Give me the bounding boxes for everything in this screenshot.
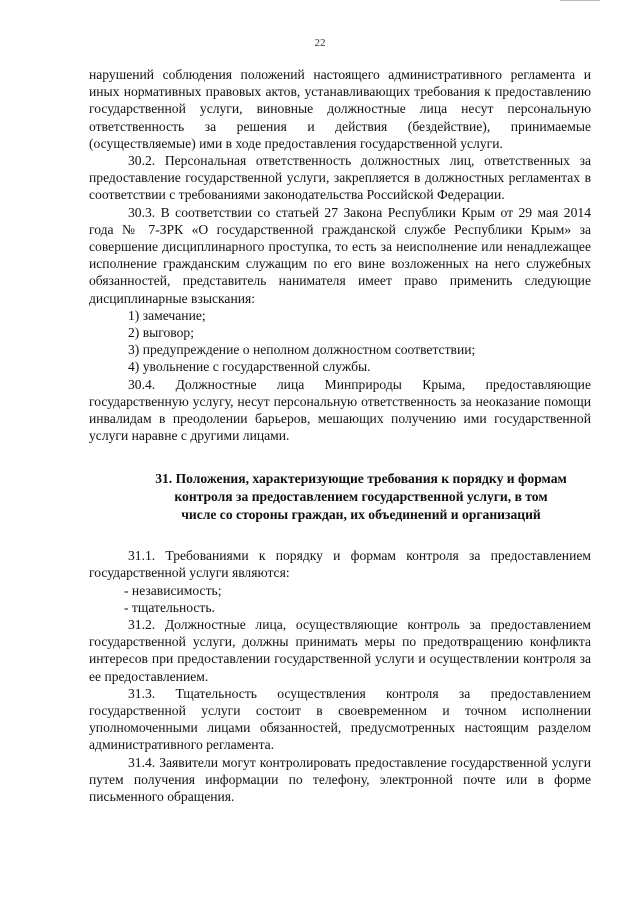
sanction-item: 2) выговор; [128, 325, 195, 341]
heading-line: 31. Положения, характеризующие требования к порядку и формам [155, 471, 567, 487]
requirement-item: - независимость; [124, 582, 222, 598]
paragraph-31-1: 31.1. Требованиями к порядку и формам контроля за предоставлением государственной услуги являются: [89, 548, 591, 581]
paragraph-continuation: нарушений соблюдения положений настоящего административного регламента и иных нормативных правовых актов, устанавливающих требования к предоставлению государственной услуги, виновные должностные лица несут персональную ответственность за решения и действия (бездействие), принимаемые (осуществляемые) ими в ходе предоставления государственной услуги. [89, 67, 591, 151]
sanction-item: 3) предупреждение о неполном должностном соответствии; [128, 342, 476, 358]
section-31-heading [89, 470, 591, 523]
requirement-item: - тщательность. [124, 599, 215, 615]
paragraph-30-2: 30.2. Персональная ответственность должностных лиц, ответственных за предоставление государственной услуги, закрепляется в должностных регламентах в соответствии с требованиями законодательства Российской Федерации. [89, 153, 591, 203]
sanction-item: 4) увольнение с государственной службы. [128, 359, 371, 375]
paragraph-30-4: 30.4. Должностные лица Минприроды Крыма, предоставляющие государственную услугу, несут персональную ответственность за неоказание помощи инвалидам в преодолении барьеров, мешающих получению ими государственной услуги наравне с другими лицами. [89, 376, 591, 444]
paragraph-31-2: 31.2. Должностные лица, осуществляющие контроль за предоставлением государственной услуги, должны принимать меры по предотвращению конфликта интересов при предоставлении государственной услуги и осуществлении контроля за ее предоставлением. [89, 617, 591, 684]
document-body [89, 66, 591, 805]
scan-edge-mark [560, 0, 600, 4]
paragraph-31-4: 31.4. Заявители могут контролировать предоставление государственной услуги путем получения информации по телефону, электронной почте или в форме письменного обращения. [89, 754, 591, 805]
heading-line: числе со стороны граждан, их объединений и организаций [181, 506, 541, 522]
paragraph-31-3: 31.3. Тщательность осуществления контроля за предоставлением государственной услуги состоит в своевременном и точном исполнении уполномоченными лицами обязанностей, предусмотренных настоящим разделом административного регламента. [89, 685, 591, 753]
sanction-item: 1) замечание; [128, 307, 206, 323]
heading-line: контроля за предоставлением государственной услуги, в том [174, 489, 548, 505]
paragraph-30-3: 30.3. В соответствии со статьей 27 Закона Республики Крым от 29 мая 2014 года № 7-ЗРК «О государственной гражданской службе Республики Крым» за совершение дисциплинарного проступка, то есть за неисполнение или ненадлежащее исполнение гражданским служащим по его вине возложенных на него служебных обязанностей, представитель нанимателя имеет право применить следующие дисциплинарные взыскания: [89, 204, 591, 306]
page-number: 22 [314, 37, 326, 49]
